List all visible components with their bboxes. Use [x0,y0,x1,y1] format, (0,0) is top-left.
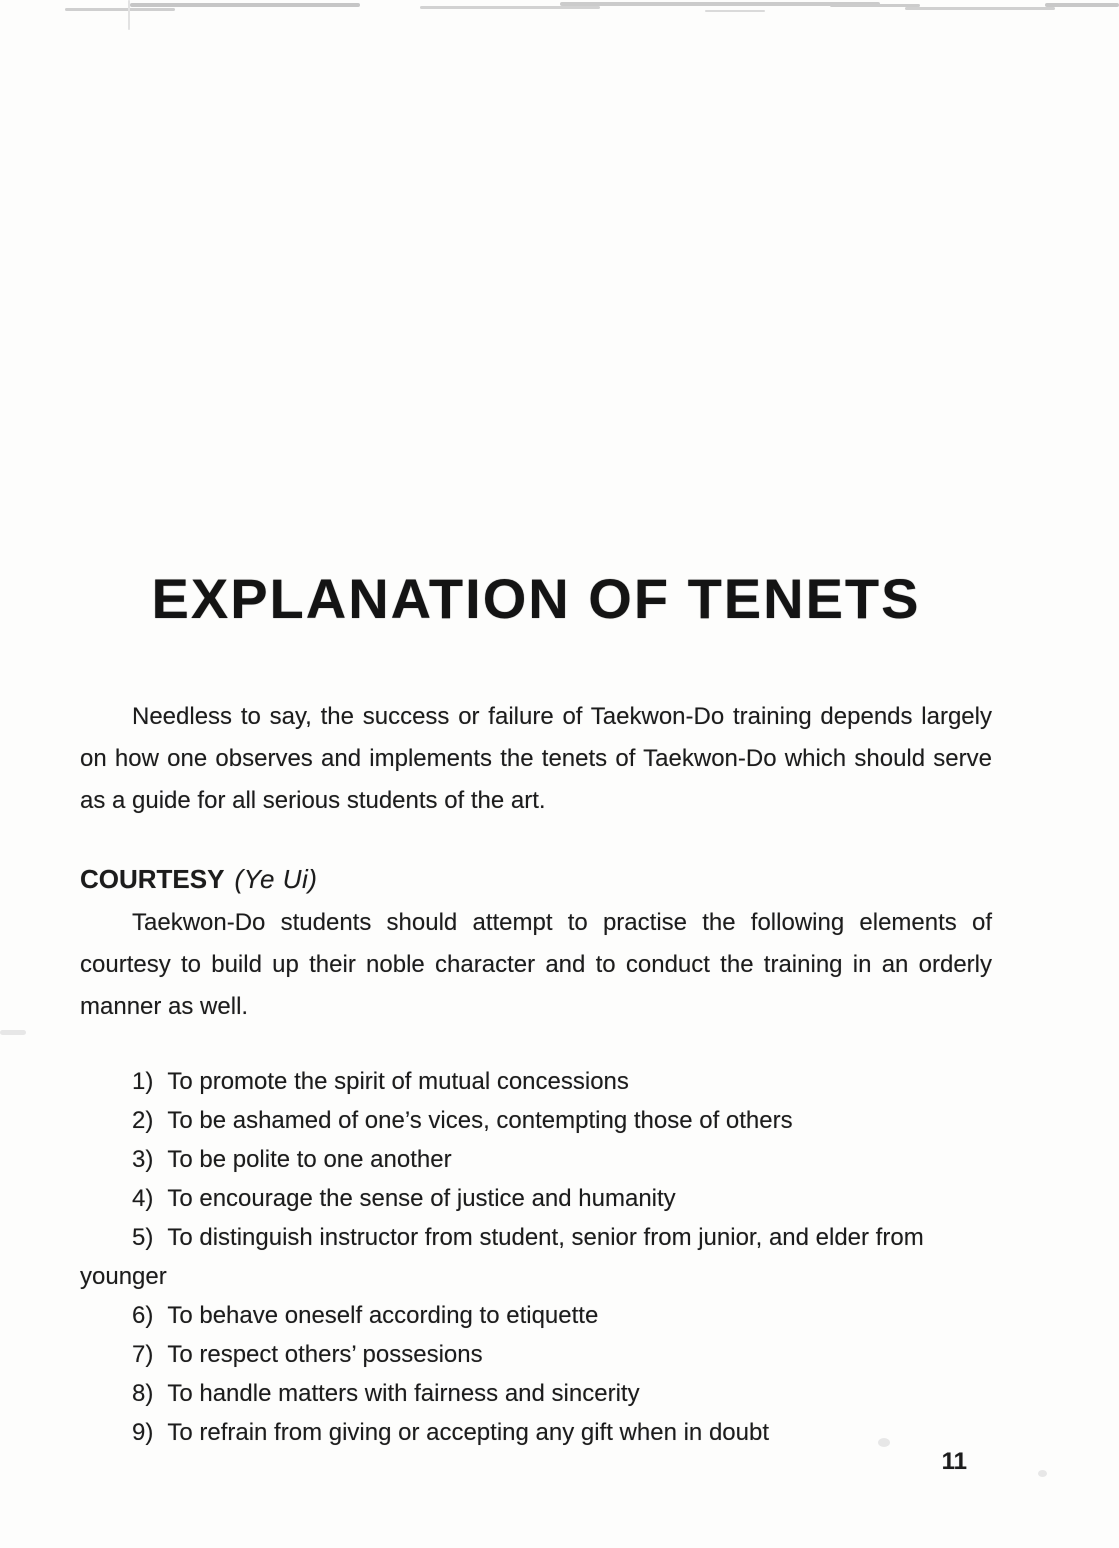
tenet-text: To promote the spirit of mutual concessions [167,1068,629,1095]
tenet-number: 3) [132,1146,154,1173]
courtesy-heading-label: COURTESY [80,864,225,894]
tenet-number: 2) [132,1107,154,1134]
tenet-number: 5) [132,1224,154,1251]
tenet-item [80,1296,992,1335]
scan-artifact [1045,3,1119,7]
page-number: 11 [941,1448,967,1475]
tenet-number: 9) [132,1419,154,1446]
tenet-number: 8) [132,1380,154,1407]
tenet-item [80,1179,992,1218]
tenet-text: To refrain from giving or accepting any gift when in doubt [167,1419,770,1446]
scan-artifact [0,1030,26,1035]
tenet-text: To behave oneself according to etiquette [167,1302,599,1329]
tenet-text: To encourage the sense of justice and humanity [167,1185,676,1212]
tenet-item [80,1101,992,1140]
tenet-number: 4) [132,1185,154,1212]
tenet-item [80,1374,992,1413]
tenet-text: To respect others’ possesions [167,1341,483,1368]
intro-paragraph: Needless to say, the success or failure of Taekwon-Do training depends largely on how one observes and implements the tenets of Taekwon-Do which should serve as a guide for all serious students of the art. [80,703,992,814]
tenet-number: 7) [132,1341,154,1368]
tenet-text: To handle matters with fairness and sincerity [167,1380,640,1407]
courtesy-romanization: (Ye Ui) [234,864,318,894]
courtesy-paragraph: Taekwon-Do students should attempt to practise the following elements of courtesy to build up their noble character and to conduct the training in an orderly manner as well. [80,909,992,1020]
page-title: EXPLANATION OF TENETS [151,567,921,630]
scan-artifact [1038,1470,1047,1477]
tenet-item [80,1335,992,1374]
tenet-number: 6) [132,1302,154,1329]
tenet-item [80,1218,992,1296]
tenet-text: To distinguish instructor from student, senior from junior, and elder from younger [80,1224,924,1290]
tenet-text: To be ashamed of one’s vices, contempting those of others [167,1107,793,1134]
tenet-list [80,1062,992,1452]
tenet-number: 1) [132,1068,154,1095]
tenet-text: To be polite to one another [167,1146,452,1173]
tenet-item [80,1413,992,1452]
tenet-item [80,1062,992,1101]
page-content [80,0,992,1452]
courtesy-section-heading [80,862,992,896]
tenet-item [80,1140,992,1179]
